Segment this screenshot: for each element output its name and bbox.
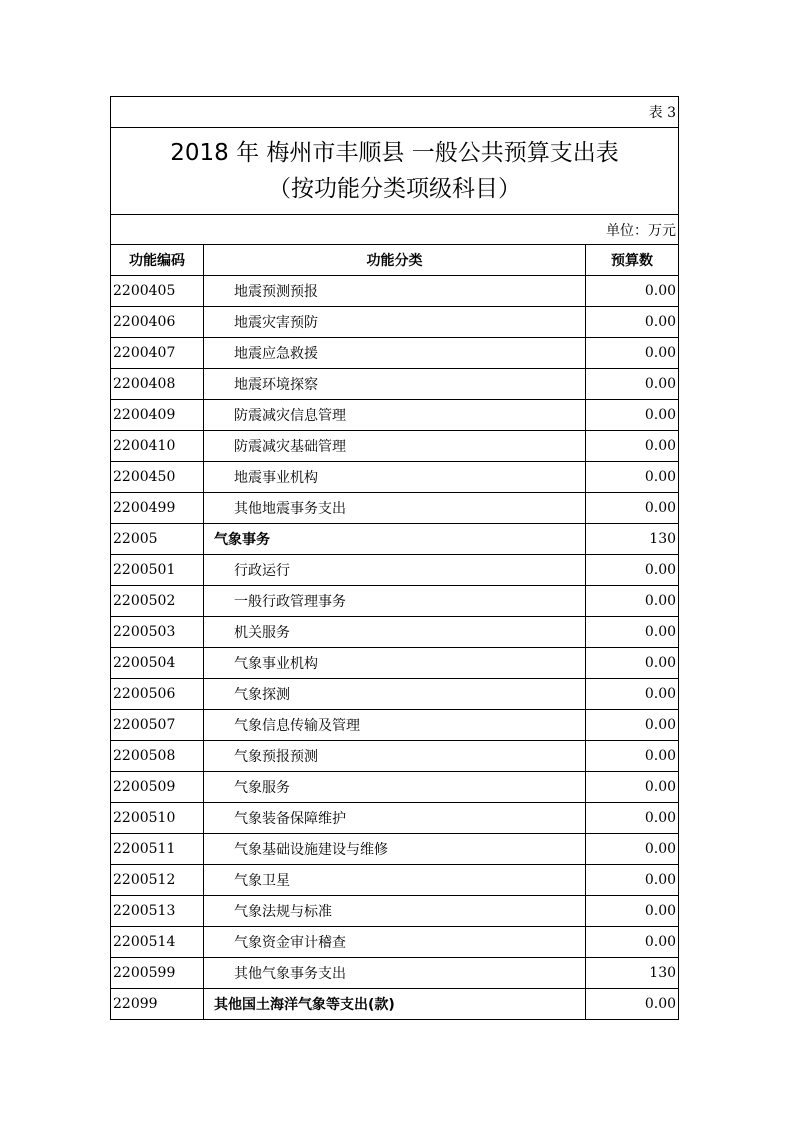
budget-amount-cell: 0.00 bbox=[586, 276, 679, 307]
budget-amount-cell: 0.00 bbox=[586, 896, 679, 927]
category-name-cell: 气象信息传输及管理 bbox=[204, 710, 586, 741]
budget-amount-cell: 0.00 bbox=[586, 400, 679, 431]
function-code-cell: 2200513 bbox=[111, 896, 204, 927]
function-code-cell: 2200450 bbox=[111, 462, 204, 493]
title-line-2: （按功能分类项级科目） bbox=[268, 176, 522, 202]
function-code-cell: 2200504 bbox=[111, 648, 204, 679]
budget-amount-cell: 0.00 bbox=[586, 648, 679, 679]
category-name-cell: 气象卫星 bbox=[204, 865, 586, 896]
budget-amount-cell: 0.00 bbox=[586, 462, 679, 493]
budget-amount-cell: 0.00 bbox=[586, 741, 679, 772]
budget-expenditure-table bbox=[110, 96, 679, 1020]
budget-amount-cell: 0.00 bbox=[586, 710, 679, 741]
budget-amount-cell: 0.00 bbox=[586, 772, 679, 803]
function-code-cell: 2200506 bbox=[111, 679, 204, 710]
function-code-cell: 2200501 bbox=[111, 555, 204, 586]
table-row bbox=[111, 834, 679, 865]
function-code-cell: 2200511 bbox=[111, 834, 204, 865]
table-row bbox=[111, 989, 679, 1020]
table-row bbox=[111, 431, 679, 462]
category-name-cell: 气象装备保障维护 bbox=[204, 803, 586, 834]
function-code-cell: 2200405 bbox=[111, 276, 204, 307]
category-name-cell: 其他气象事务支出 bbox=[204, 958, 586, 989]
table-number-label: 表 3 bbox=[111, 97, 679, 128]
function-code-cell: 2200406 bbox=[111, 307, 204, 338]
table-title bbox=[111, 128, 679, 215]
category-name-cell: 气象探测 bbox=[204, 679, 586, 710]
function-code-cell: 2200503 bbox=[111, 617, 204, 648]
table-row bbox=[111, 617, 679, 648]
table-row bbox=[111, 958, 679, 989]
table-row bbox=[111, 400, 679, 431]
function-code-cell: 2200509 bbox=[111, 772, 204, 803]
header-amount: 预算数 bbox=[586, 245, 679, 276]
title-line-1: 2018 年 梅州市丰顺县 一般公共预算支出表 bbox=[170, 140, 619, 166]
category-name-cell: 一般行政管理事务 bbox=[204, 586, 586, 617]
category-name-cell: 防震减灾基础管理 bbox=[204, 431, 586, 462]
category-name-cell: 气象事业机构 bbox=[204, 648, 586, 679]
table-row bbox=[111, 741, 679, 772]
category-section-cell: 其他国土海洋气象等支出(款) bbox=[204, 989, 586, 1020]
function-code-cell: 2200407 bbox=[111, 338, 204, 369]
header-category: 功能分类 bbox=[204, 245, 586, 276]
category-name-cell: 地震预测预报 bbox=[204, 276, 586, 307]
category-name-cell: 气象法规与标准 bbox=[204, 896, 586, 927]
budget-amount-cell: 0.00 bbox=[586, 369, 679, 400]
table-row bbox=[111, 803, 679, 834]
category-name-cell: 气象服务 bbox=[204, 772, 586, 803]
budget-amount-cell: 0.00 bbox=[586, 555, 679, 586]
budget-amount-cell: 0.00 bbox=[586, 493, 679, 524]
category-name-cell: 气象资金审计稽查 bbox=[204, 927, 586, 958]
table-row bbox=[111, 307, 679, 338]
table-row bbox=[111, 524, 679, 555]
function-code-cell: 2200514 bbox=[111, 927, 204, 958]
category-name-cell: 地震应急救援 bbox=[204, 338, 586, 369]
table-row bbox=[111, 586, 679, 617]
category-name-cell: 机关服务 bbox=[204, 617, 586, 648]
header-row bbox=[111, 245, 679, 276]
function-code-cell: 2200512 bbox=[111, 865, 204, 896]
function-code-cell: 2200510 bbox=[111, 803, 204, 834]
function-code-cell: 2200508 bbox=[111, 741, 204, 772]
function-code-cell: 22005 bbox=[111, 524, 204, 555]
budget-amount-cell: 0.00 bbox=[586, 803, 679, 834]
budget-amount-cell: 0.00 bbox=[586, 338, 679, 369]
table-row bbox=[111, 555, 679, 586]
category-name-cell: 防震减灾信息管理 bbox=[204, 400, 586, 431]
category-name-cell: 气象预报预测 bbox=[204, 741, 586, 772]
function-code-cell: 2200502 bbox=[111, 586, 204, 617]
budget-amount-cell: 0.00 bbox=[586, 989, 679, 1020]
category-name-cell: 地震环境探察 bbox=[204, 369, 586, 400]
category-section-cell: 气象事务 bbox=[204, 524, 586, 555]
table-row bbox=[111, 462, 679, 493]
budget-amount-cell: 0.00 bbox=[586, 865, 679, 896]
table-row bbox=[111, 927, 679, 958]
function-code-cell: 2200409 bbox=[111, 400, 204, 431]
category-name-cell: 地震灾害预防 bbox=[204, 307, 586, 338]
table-row bbox=[111, 493, 679, 524]
table-body bbox=[111, 276, 679, 1020]
function-code-cell: 2200599 bbox=[111, 958, 204, 989]
unit-label: 单位：万元 bbox=[111, 215, 679, 245]
function-code-cell: 2200408 bbox=[111, 369, 204, 400]
table-row bbox=[111, 648, 679, 679]
header-code: 功能编码 bbox=[111, 245, 204, 276]
function-code-cell: 2200507 bbox=[111, 710, 204, 741]
budget-amount-cell: 0.00 bbox=[586, 307, 679, 338]
budget-amount-cell: 0.00 bbox=[586, 431, 679, 462]
function-code-cell: 2200499 bbox=[111, 493, 204, 524]
table-row bbox=[111, 896, 679, 927]
budget-amount-cell: 130 bbox=[586, 524, 679, 555]
table-row bbox=[111, 865, 679, 896]
table-row bbox=[111, 369, 679, 400]
budget-amount-cell: 0.00 bbox=[586, 927, 679, 958]
budget-amount-cell: 0.00 bbox=[586, 834, 679, 865]
category-name-cell: 行政运行 bbox=[204, 555, 586, 586]
category-name-cell: 其他地震事务支出 bbox=[204, 493, 586, 524]
table-row bbox=[111, 338, 679, 369]
category-name-cell: 气象基础设施建设与维修 bbox=[204, 834, 586, 865]
category-name-cell: 地震事业机构 bbox=[204, 462, 586, 493]
budget-amount-cell: 0.00 bbox=[586, 679, 679, 710]
budget-amount-cell: 130 bbox=[586, 958, 679, 989]
function-code-cell: 22099 bbox=[111, 989, 204, 1020]
table-row bbox=[111, 679, 679, 710]
budget-amount-cell: 0.00 bbox=[586, 586, 679, 617]
table-row bbox=[111, 772, 679, 803]
table-row bbox=[111, 710, 679, 741]
function-code-cell: 2200410 bbox=[111, 431, 204, 462]
budget-amount-cell: 0.00 bbox=[586, 617, 679, 648]
table-row bbox=[111, 276, 679, 307]
